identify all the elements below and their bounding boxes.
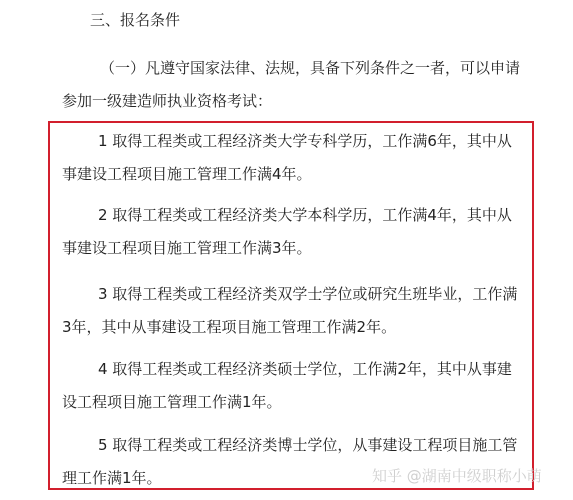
condition-item-2: 2 取得工程类或工程经济类大学本科学历，工作满4年，其中从事建设工程项目施工管理工作满3年。: [62, 206, 512, 257]
section-title: 三、报名条件: [90, 11, 181, 29]
condition-item-5: 5 取得工程类或工程经济类博士学位，从事建设工程项目施工管理工作满1年。: [62, 436, 518, 487]
condition-item-3: 3 取得工程类或工程经济类双学士学位或研究生班毕业，工作满3年，其中从事建设工程项目施工管理工作满2年。: [62, 285, 518, 336]
intro-paragraph: （一）凡遵守国家法律、法规，具备下列条件之一者，可以申请参加一级建造师执业资格考试：: [62, 59, 521, 110]
condition-item-1: 1 取得工程类或工程经济类大学专科学历，工作满6年，其中从事建设工程项目施工管理工作满4年。: [62, 132, 512, 183]
condition-item-4: 4 取得工程类或工程经济类硕士学位，工作满2年，其中从事建设工程项目施工管理工作满1年。: [62, 360, 512, 411]
watermark: 知乎 @湖南中级职称小萌: [372, 467, 542, 485]
